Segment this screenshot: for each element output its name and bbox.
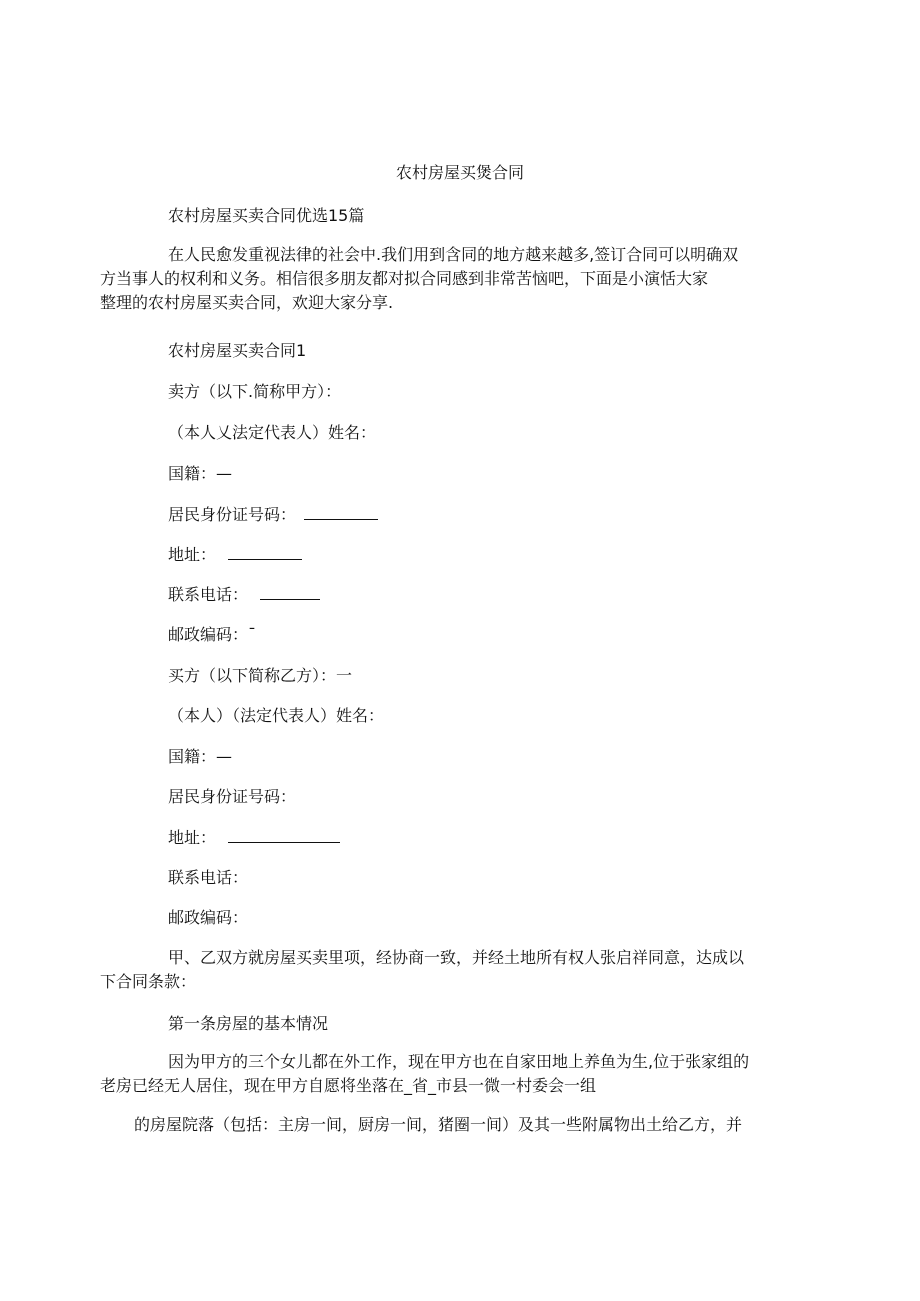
buyer-phone-label: 联系电话： [168,868,249,887]
intro-line: 整理的农村房屋买卖合同，欢迎大家分享. [100,293,394,312]
seller-id-label: 居民身份证号码： [168,505,297,524]
buyer-address-row [168,826,340,850]
document-subtitle: 农村房屋买卖合同优选15篇 [168,206,365,225]
seller-id-blank [304,503,378,520]
article-1-line: 因为甲方的三个女儿都在外工作，现在甲方也在自家田地上养鱼为生,位于张家组的 [168,1052,750,1071]
seller-heading: 卖方（以下.简称甲方）： [168,382,342,401]
agreement-paragraph [100,946,794,994]
seller-phone-blank [260,583,320,600]
section-heading: 农村房屋买卖合同1 [168,341,307,360]
buyer-address-blank [228,826,340,843]
intro-paragraph [100,243,794,315]
buyer-address-label: 地址： [168,828,217,847]
article-1-heading: 第一条房屋的基本情况 [168,1014,329,1033]
agreement-line: 下合同条款： [100,972,197,991]
seller-name-label: （本人乂法定代表人）姓名： [168,423,377,442]
document-title: 农村房屋买煲合同 [395,163,524,182]
article-1-line: 老房已经无人居住，现在甲方自愿将坐落在_省_市县一微一村委会一组 [100,1076,597,1095]
seller-postcode-label: 邮政编码：¯ [168,625,257,644]
seller-id-row [168,503,378,527]
buyer-name-label: （本人）（法定代表人）姓名： [168,706,385,725]
seller-phone-label: 联系电话： [168,585,249,604]
seller-nationality-label: 国籍：— [168,464,233,483]
buyer-id-label: 居民身份证号码： [168,787,297,806]
seller-phone-row [168,583,320,607]
intro-line: 在人民愈发重视法律的社会中.我们用到含同的地方越来越多,签订合同可以明确双 [168,245,739,264]
buyer-nationality-label: 国籍：— [168,747,233,766]
seller-address-row [168,543,302,567]
seller-address-blank [228,543,302,560]
article-1-paragraph [100,1050,794,1098]
buyer-postcode-label: 邮政编码： [168,908,249,927]
article-1-continued: 的房屋院落（包括：主房一间，厨房一间，猪圈一间）及其一些附属物出土给乙方，并 [134,1115,743,1134]
intro-line: 方当事人的权利和义务。相信很多朋友都对拟合同感到非常苦恼吧，下面是小演恬大家 [100,269,709,288]
buyer-heading: 买方（以下简称乙方）：一 [168,666,353,685]
seller-address-label: 地址： [168,545,217,564]
agreement-line: 甲、乙双方就房屋买卖里项，经协商一致，并经土地所有权人张启祥同意，达成以 [168,948,745,967]
